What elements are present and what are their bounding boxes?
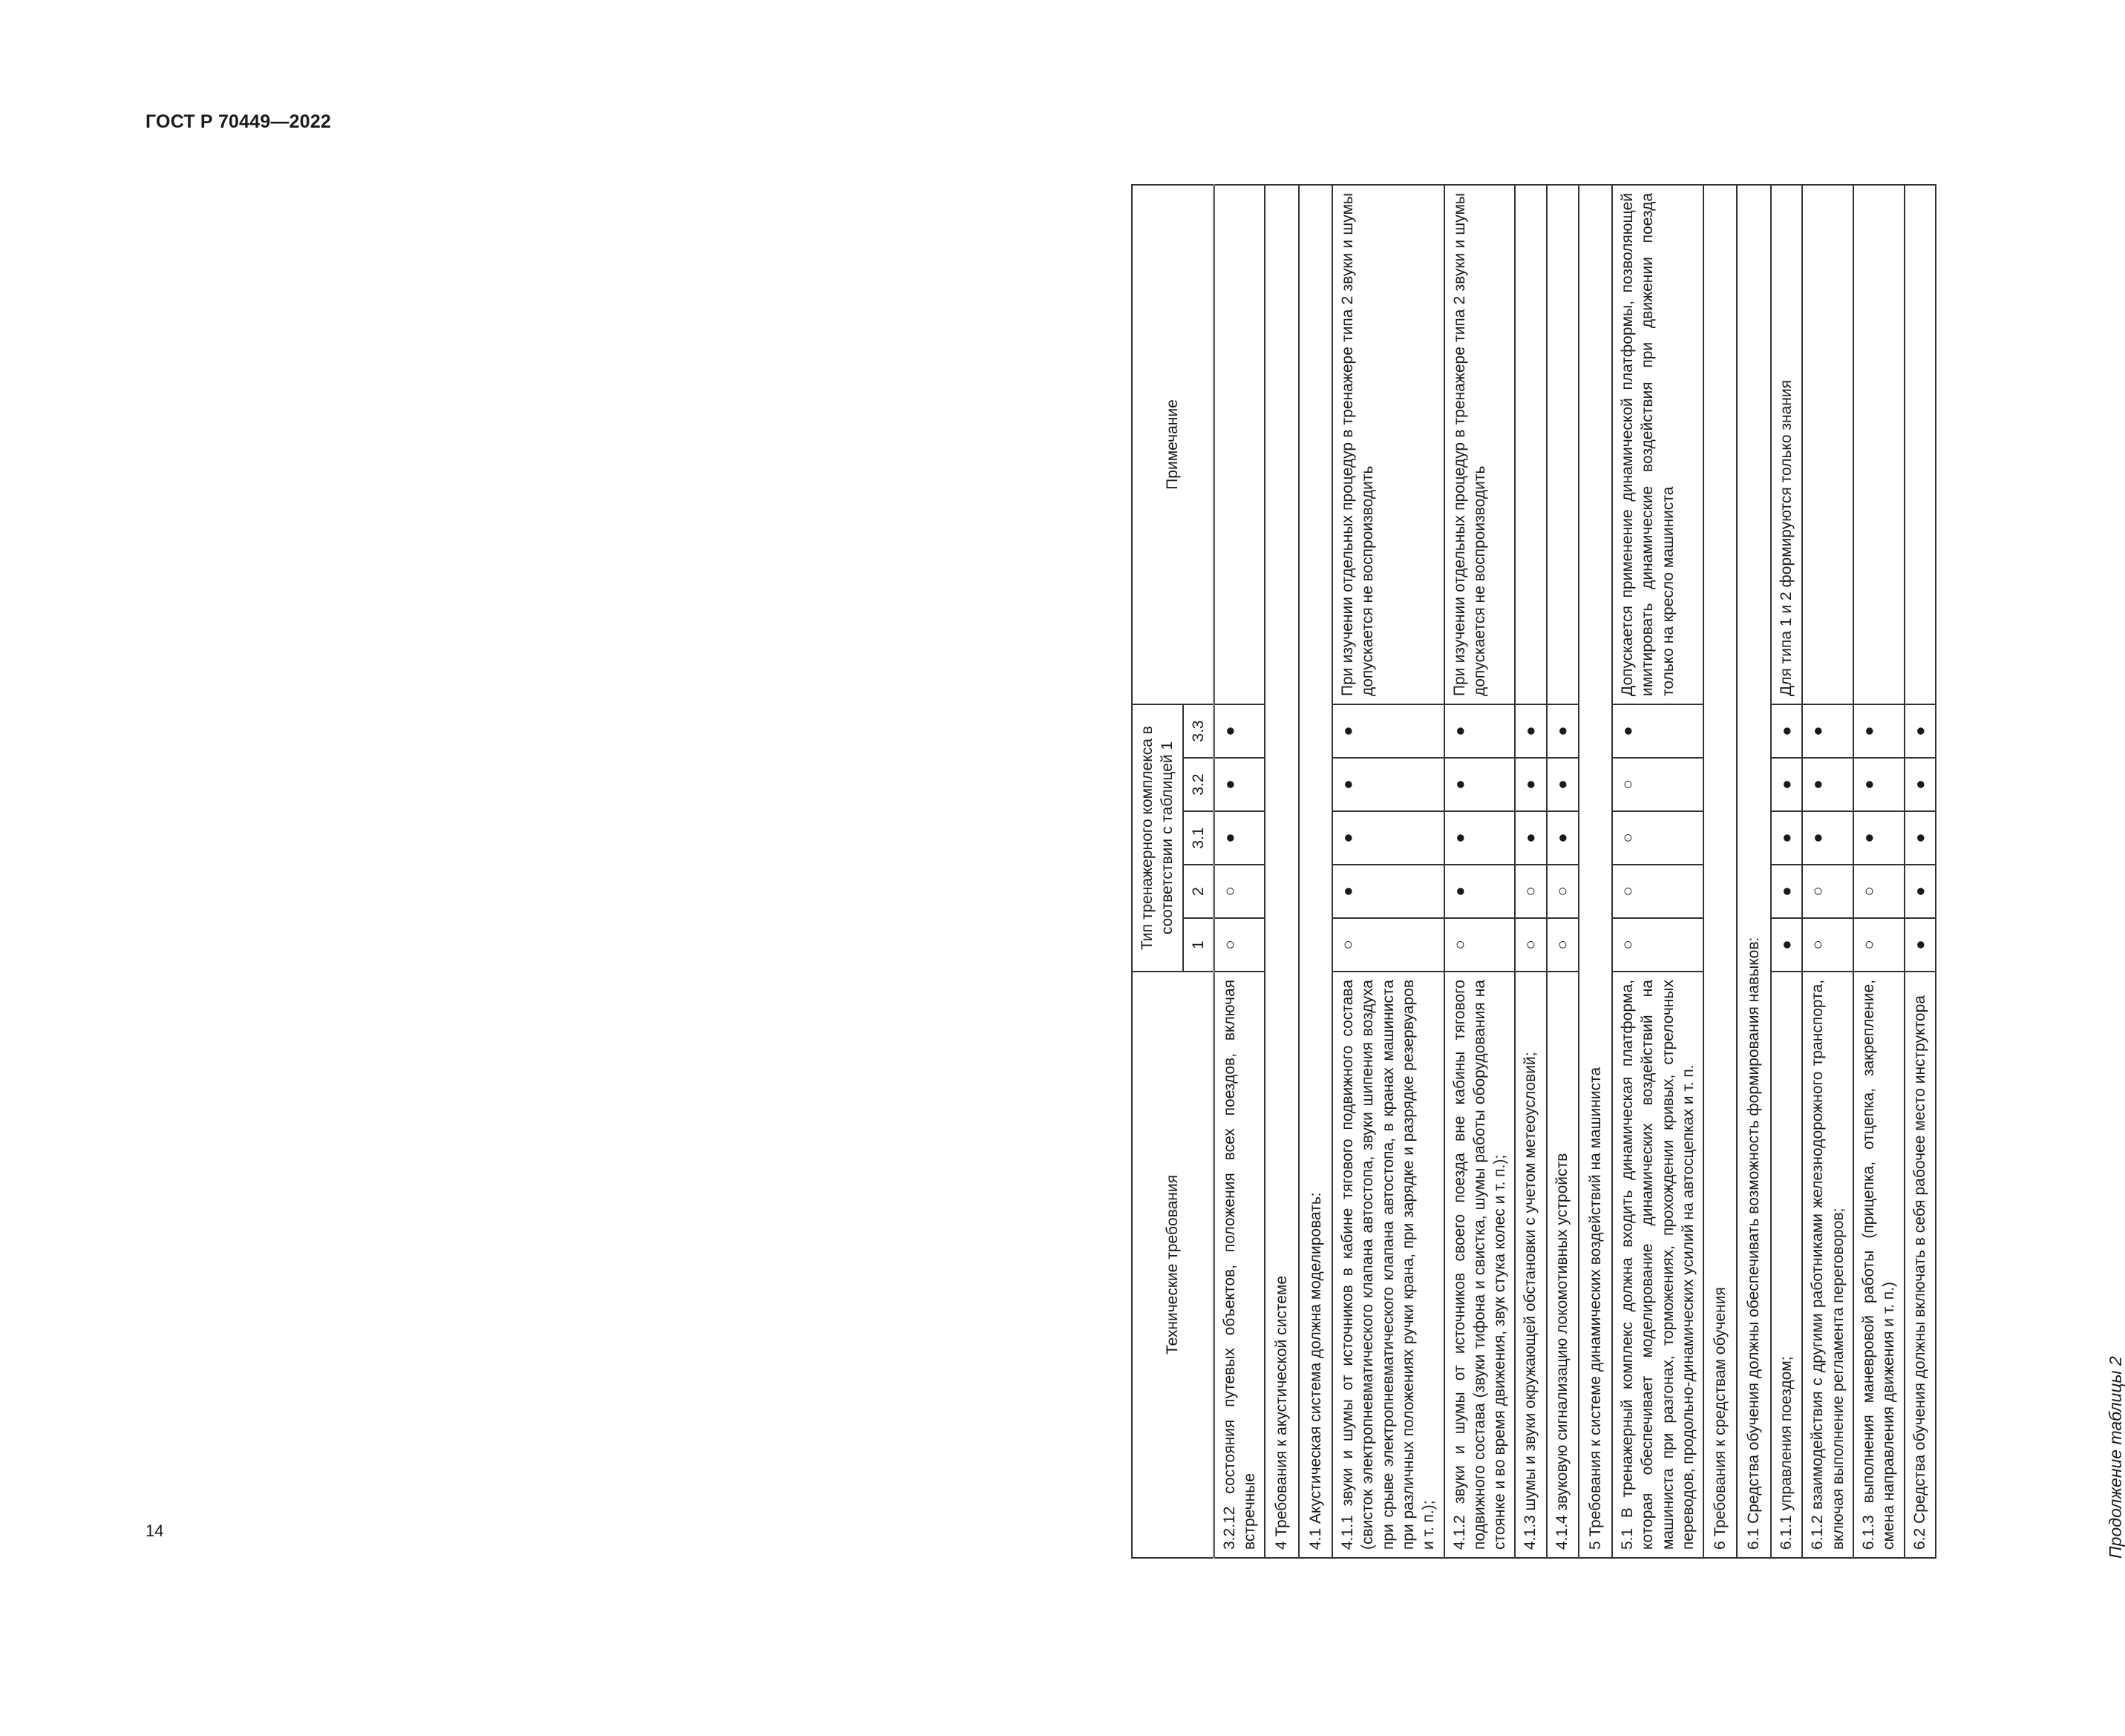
- mandatory-mark: ●: [1771, 704, 1803, 758]
- optional-mark: ○: [1612, 811, 1703, 865]
- mandatory-mark: ●: [1905, 811, 1936, 865]
- document-code: ГОСТ Р 70449—2022: [145, 111, 332, 132]
- note-text: [1515, 185, 1547, 704]
- requirement-text: 4.1.2 звуки и шумы от источников своего поезда вне кабины тягового подвижного состава (звуки тифона и свистка, шумы работы оборудования на стоянке и во время движения, звук стука колес и т. п.);: [1444, 972, 1516, 1558]
- mandatory-mark: ●: [1332, 865, 1444, 918]
- section-row: [1703, 185, 1737, 1558]
- mandatory-mark: ●: [1547, 704, 1579, 758]
- mandatory-mark: ●: [1802, 811, 1853, 865]
- mandatory-mark: ●: [1905, 918, 1936, 972]
- table-row: [1515, 185, 1547, 1558]
- mandatory-mark: ●: [1332, 811, 1444, 865]
- table-row: [1771, 185, 1803, 1558]
- note-text: При изучении отдельных процедур в тренажере типа 2 звуки и шумы допускается не воспроизводить: [1444, 185, 1516, 704]
- mandatory-mark: ●: [1547, 811, 1579, 865]
- optional-mark: ○: [1612, 865, 1703, 918]
- table-row: [1444, 185, 1516, 1558]
- section-heading: 4.1 Акустическая система должна моделировать:: [1299, 185, 1332, 1558]
- table-row: [1802, 185, 1853, 1558]
- section-heading: 6.1 Средства обучения должны обеспечивать возможность формирования навыков:: [1737, 185, 1770, 1558]
- optional-mark: ○: [1547, 918, 1579, 972]
- mandatory-mark: ●: [1853, 811, 1905, 865]
- optional-mark: ○: [1214, 865, 1265, 918]
- header-type-3-1: 3.1: [1183, 811, 1214, 865]
- section-heading: 4 Требования к акустической системе: [1265, 185, 1298, 1558]
- mandatory-mark: ●: [1547, 758, 1579, 811]
- note-text: [1547, 185, 1579, 704]
- table-row: [1853, 185, 1905, 1558]
- section-row: [1737, 185, 1770, 1558]
- mandatory-mark: ●: [1612, 704, 1703, 758]
- note-text: Для типа 1 и 2 формируются только знания: [1771, 185, 1803, 704]
- mandatory-mark: ●: [1444, 811, 1516, 865]
- mandatory-mark: ●: [1332, 704, 1444, 758]
- note-text: При изучении отдельных процедур в тренажере типа 2 звуки и шумы допускается не воспроизводить: [1332, 185, 1444, 704]
- mandatory-mark: ●: [1853, 758, 1905, 811]
- header-type-3-3: 3.3: [1183, 704, 1214, 758]
- note-text: [1802, 185, 1853, 704]
- optional-mark: ○: [1515, 865, 1547, 918]
- optional-mark: ○: [1444, 918, 1516, 972]
- table-row: [1214, 185, 1265, 1558]
- optional-mark: ○: [1515, 918, 1547, 972]
- table-body: [1214, 185, 1936, 1558]
- section-heading: 5 Требования к системе динамических воздействий на машиниста: [1579, 185, 1612, 1558]
- requirement-text: 4.1.1 звуки и шумы от источников в кабине тягового подвижного состава (свисток электропневматического клапана автостопа, звуки шипения воздуха при срыве электропневматического клапана автостопа, в кранах машиниста при различных положениях ручки крана, при зарядке и разрядке резервуаров и т. п.);: [1332, 972, 1444, 1558]
- mandatory-mark: ●: [1214, 704, 1265, 758]
- table-row: [1332, 185, 1444, 1558]
- optional-mark: ○: [1802, 918, 1853, 972]
- optional-mark: ○: [1332, 918, 1444, 972]
- header-type-2: 2: [1183, 865, 1214, 918]
- optional-mark: ○: [1547, 865, 1579, 918]
- section-row: [1579, 185, 1612, 1558]
- table-continuation-caption: Продолжение таблицы 2: [2106, 1356, 2125, 1559]
- mandatory-mark: ●: [1444, 758, 1516, 811]
- mandatory-mark: ●: [1214, 758, 1265, 811]
- mandatory-mark: ●: [1853, 704, 1905, 758]
- requirement-text: 3.2.12 состояния путевых объектов, положения всех поездов, включая встречные: [1214, 972, 1265, 1558]
- header-complex-type: Тип тренажерного комплекса в соответствии с таблицей 1: [1132, 704, 1183, 972]
- table-row: [1547, 185, 1579, 1558]
- rotated-table-area: [1131, 0, 2125, 1588]
- table-row: [1612, 185, 1703, 1558]
- requirement-text: 4.1.3 шумы и звуки окружающей обстановки с учетом метеоусловий;: [1515, 972, 1547, 1558]
- section-heading: 6 Требования к средствам обучения: [1703, 185, 1737, 1558]
- mandatory-mark: ●: [1444, 865, 1516, 918]
- note-text: [1853, 185, 1905, 704]
- header-type-1: 1: [1183, 918, 1214, 972]
- header-note: Примечание: [1132, 185, 1214, 704]
- mandatory-mark: ●: [1771, 758, 1803, 811]
- header-type-3-2: 3.2: [1183, 758, 1214, 811]
- section-row: [1265, 185, 1298, 1558]
- optional-mark: ○: [1853, 918, 1905, 972]
- mandatory-mark: ●: [1905, 865, 1936, 918]
- mandatory-mark: ●: [1905, 704, 1936, 758]
- note-text: [1905, 185, 1936, 704]
- header-technical-requirements: Технические требования: [1132, 972, 1214, 1558]
- mandatory-mark: ●: [1332, 758, 1444, 811]
- table-row: [1905, 185, 1936, 1558]
- mandatory-mark: ●: [1515, 704, 1547, 758]
- optional-mark: ○: [1612, 758, 1703, 811]
- mandatory-mark: ●: [1905, 758, 1936, 811]
- mandatory-mark: ●: [1771, 865, 1803, 918]
- mandatory-mark: ●: [1802, 704, 1853, 758]
- requirement-text: 6.1.3 выполнения маневровой работы (прицепка, отцепка, закрепление, смена направления движения и т. п.): [1853, 972, 1905, 1558]
- note-text: [1214, 185, 1265, 704]
- optional-mark: ○: [1612, 918, 1703, 972]
- mandatory-mark: ●: [1444, 704, 1516, 758]
- requirements-table: [1131, 184, 1936, 1559]
- optional-mark: ○: [1214, 918, 1265, 972]
- page-number: 14: [145, 1522, 164, 1540]
- optional-mark: ○: [1853, 865, 1905, 918]
- requirement-text: 6.2 Средства обучения должны включать в себя рабочее место инструктора: [1905, 972, 1936, 1558]
- note-text: Допускается применение динамической платформы, позволяющей имитировать динамические воздействия при движении поезда только на кресло машиниста: [1612, 185, 1703, 704]
- mandatory-mark: ●: [1515, 811, 1547, 865]
- table-header: [1132, 185, 1214, 1558]
- section-row: [1299, 185, 1332, 1558]
- mandatory-mark: ●: [1214, 811, 1265, 865]
- mandatory-mark: ●: [1802, 758, 1853, 811]
- mandatory-mark: ●: [1515, 758, 1547, 811]
- requirement-text: 4.1.4 звуковую сигнализацию локомотивных устройств: [1547, 972, 1579, 1558]
- mandatory-mark: ●: [1771, 918, 1803, 972]
- requirement-text: 6.1.1 управления поездом;: [1771, 972, 1803, 1558]
- requirement-text: 5.1 В тренажерный комплекс должна входить динамическая платформа, которая обеспечивает моделирование динамических воздействий на машиниста при разгонах, торможениях, прохождении кривых, стрелочных переводов, продольно-динамических усилий на автосцепках и т. п.: [1612, 972, 1703, 1558]
- optional-mark: ○: [1802, 865, 1853, 918]
- requirement-text: 6.1.2 взаимодействия с другими работниками железнодорожного транспорта, включая выполнение регламента переговоров;: [1802, 972, 1853, 1558]
- mandatory-mark: ●: [1771, 811, 1803, 865]
